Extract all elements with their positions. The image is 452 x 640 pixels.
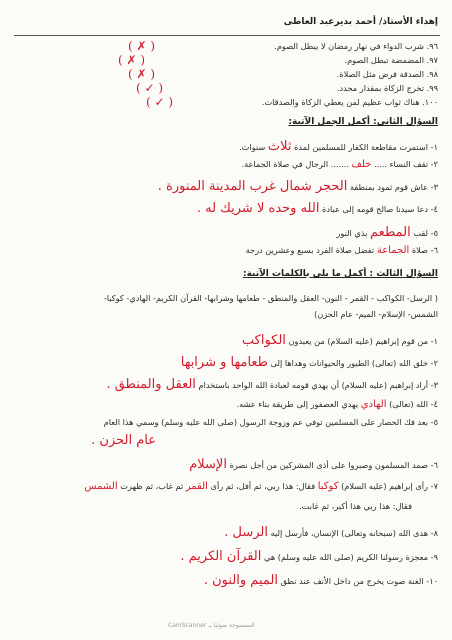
- item-number: ٣-: [430, 380, 438, 390]
- q2-item-2: [241, 160, 438, 170]
- item-text: تقف النساء .....: [374, 159, 429, 169]
- q3-item-7-cont: [299, 502, 412, 510]
- tf-number: ٩٧.: [426, 55, 438, 65]
- item-text: من قوم إبراهيم (عليه السلام) من يعبدون: [288, 336, 429, 346]
- item-text: عاش قوم ثمود بمنطقة: [350, 182, 429, 192]
- handwritten-answer: الميم والنون .: [203, 573, 278, 588]
- item-tail: ....... الرجال في صلاة الجماعة.: [241, 159, 349, 169]
- item-text: هدى الله (سبحانه وتعالى) الإنسان، فأرسل إليه: [270, 528, 429, 538]
- item-number: ٣-: [430, 182, 438, 192]
- handwritten-answer: القرآن الكريم .: [180, 549, 262, 564]
- item-text: الغنة صوت يخرج من داخل الأنف عند نطق: [280, 576, 424, 586]
- q2-item-6: [246, 246, 438, 256]
- item-text: خلق الله (تعالى) الطيور والحيوانات وهداها إلى: [270, 358, 429, 368]
- handwritten-answer: الجماعة: [376, 245, 410, 256]
- tf-mark-96: ( ✗ ): [128, 39, 156, 53]
- tf-mark-99: ( ✓ ): [136, 81, 164, 95]
- q3-item-5-answer: عام الحزن .: [91, 433, 156, 448]
- item-number: ٩-: [430, 552, 438, 562]
- item-text: بعد فك الحصار على المسلمين توفي عم وزوجة الرسول (صلى الله عليه وسلم) وسمي هذا العام: [103, 417, 429, 427]
- tf-mark-98: ( ✗ ): [128, 67, 156, 81]
- item-text: أراد إبراهيم (عليه السلام) أن يهدي قومه لعبادة الله الواحد باستخدام: [198, 380, 429, 390]
- item-tail: يهدي العصفور إلى طريقة بناء عشه.: [236, 399, 359, 409]
- item-text: رأى إبراهيم (عليه السلام): [341, 481, 429, 491]
- item-number: ١-: [430, 336, 438, 346]
- handwritten-answer: الحجر شمال غرب المدينة المنورة .: [157, 179, 348, 194]
- handwritten-answer: العقل والمنطق .: [106, 377, 196, 392]
- tf-number: ٩٨.: [426, 69, 438, 79]
- handwritten-answer: خلف: [351, 159, 372, 170]
- item-number: ٤-: [430, 204, 438, 214]
- q2-item-4: [197, 202, 438, 215]
- item-text: فقال: هذا ربي هذا أكبر، ثم غابت.: [299, 501, 412, 511]
- q3-item-10: [204, 574, 438, 587]
- q3-item-5: [104, 418, 438, 426]
- item-text: معجزة رسولنا الكريم (صلى الله عليه وسلم) هي: [264, 552, 429, 562]
- handwritten-answer: كوكبا: [317, 481, 339, 492]
- item-text: الله (تعالى): [389, 399, 429, 409]
- tf-item-100: [262, 98, 438, 106]
- q3-wordbank-line2: الشمس- الإسلام- الميم- عام الحزن): [314, 309, 438, 319]
- q3-item-1: [242, 334, 438, 347]
- tf-text: هناك ثواب عظيم لمن يعطي الزكاة والصدقات.: [261, 97, 420, 107]
- item-text: صلاة: [411, 245, 429, 255]
- item-number: ٦-: [430, 460, 438, 470]
- item-tail: فقال: هذا ربي، ثم أفل، ثم رأى: [210, 481, 316, 491]
- handwritten-answer: الشمس: [84, 481, 118, 492]
- tf-text: شرب الدواء في نهار رمضان لا يبطل الصوم.: [274, 41, 424, 51]
- page-header-title: إهداء الأستاذ/ أحمد بديرعبد العاطى: [283, 17, 438, 27]
- item-tail: تفضل صلاة الفرد بسبع وعشرين درجة: [245, 245, 375, 255]
- q3-title: السؤال الثالث : أكمل ما يلي بالكلمات الآتية:: [242, 269, 438, 279]
- item-text: دعا سيدنا صالح قومه إلى عبادة: [322, 204, 429, 214]
- tf-text: الصدقة فرض مثل الصلاة.: [336, 69, 424, 79]
- tf-text: تخرج الزكاة بمقدار محدد.: [336, 83, 424, 93]
- item-text: لقب: [413, 228, 429, 238]
- tf-number: ٩٦.: [426, 41, 438, 51]
- tf-text: المضمضة تبطل الصوم.: [344, 55, 424, 65]
- item-number: ٧-: [430, 481, 438, 491]
- tf-item-98: [337, 70, 438, 78]
- item-tail: بذي النور: [336, 228, 368, 238]
- item-number: ٦-: [430, 245, 438, 255]
- camscanner-watermark: الممسوحة ضوئيا بـ CamScanner: [168, 622, 255, 629]
- handwritten-answer: الإسلام: [189, 457, 227, 472]
- tf-mark-100: ( ✓ ): [146, 95, 174, 109]
- tf-item-96: [274, 42, 438, 50]
- handwritten-answer: الكواكب: [241, 333, 286, 348]
- item-number: ٥-: [430, 228, 438, 238]
- tf-item-99: [337, 84, 438, 92]
- handwritten-answer: الرسل .: [224, 525, 268, 540]
- item-text: استمرت مقاطعة الكفار للمسلمين لمدة: [294, 142, 429, 152]
- handwritten-answer: طعامها و شرابها: [180, 355, 269, 370]
- handwritten-answer: الله وحده لا شريك له .: [196, 201, 320, 216]
- tf-mark-97: ( ✗ ): [118, 53, 146, 67]
- q3-item-3: [106, 378, 438, 391]
- q3-item-4: [236, 400, 438, 410]
- tf-item-97: [345, 56, 438, 64]
- item-text: صمد المسلمون وصبروا على أذى المشركين من أجل نصرة: [229, 460, 429, 470]
- q3-item-8: [224, 526, 438, 539]
- q3-item-6: [189, 458, 438, 471]
- item-number: ٤-: [430, 399, 438, 409]
- q3-item-9: [180, 550, 438, 563]
- tf-number: ١٠٠.: [422, 97, 438, 107]
- tf-number: ٩٩.: [426, 83, 438, 93]
- q2-item-1: [239, 140, 438, 153]
- item-number: ٥-: [430, 417, 438, 427]
- item-number: ٢-: [430, 358, 438, 368]
- handwritten-answer: الهادي: [360, 399, 387, 410]
- handwritten-answer: المطعم: [370, 225, 411, 240]
- item-number: ٨-: [430, 528, 438, 538]
- q3-item-7: [84, 482, 438, 492]
- item-number: ٢-: [430, 159, 438, 169]
- item-tail: ثم غاب، ثم ظهرت: [120, 481, 184, 491]
- item-number: ١٠-: [426, 576, 438, 586]
- q2-item-5: [336, 226, 438, 239]
- item-number: ١-: [430, 142, 438, 152]
- q2-title: السؤال الثاني: أكمل الجمل الآتية:: [288, 117, 438, 127]
- q3-wordbank-line1: ( الرسل- الكواكب - القمر - النون- العقل والمنطق - طعامها وشرابها- القرآن الكريم- الهادي- كوكبا-: [103, 293, 438, 303]
- handwritten-answer: ثلاث: [267, 139, 292, 154]
- q2-item-3: [158, 180, 438, 193]
- item-tail: سنوات.: [239, 142, 266, 152]
- q3-item-2: [181, 356, 438, 369]
- handwritten-answer: القمر: [185, 481, 208, 492]
- header-divider: [14, 35, 440, 36]
